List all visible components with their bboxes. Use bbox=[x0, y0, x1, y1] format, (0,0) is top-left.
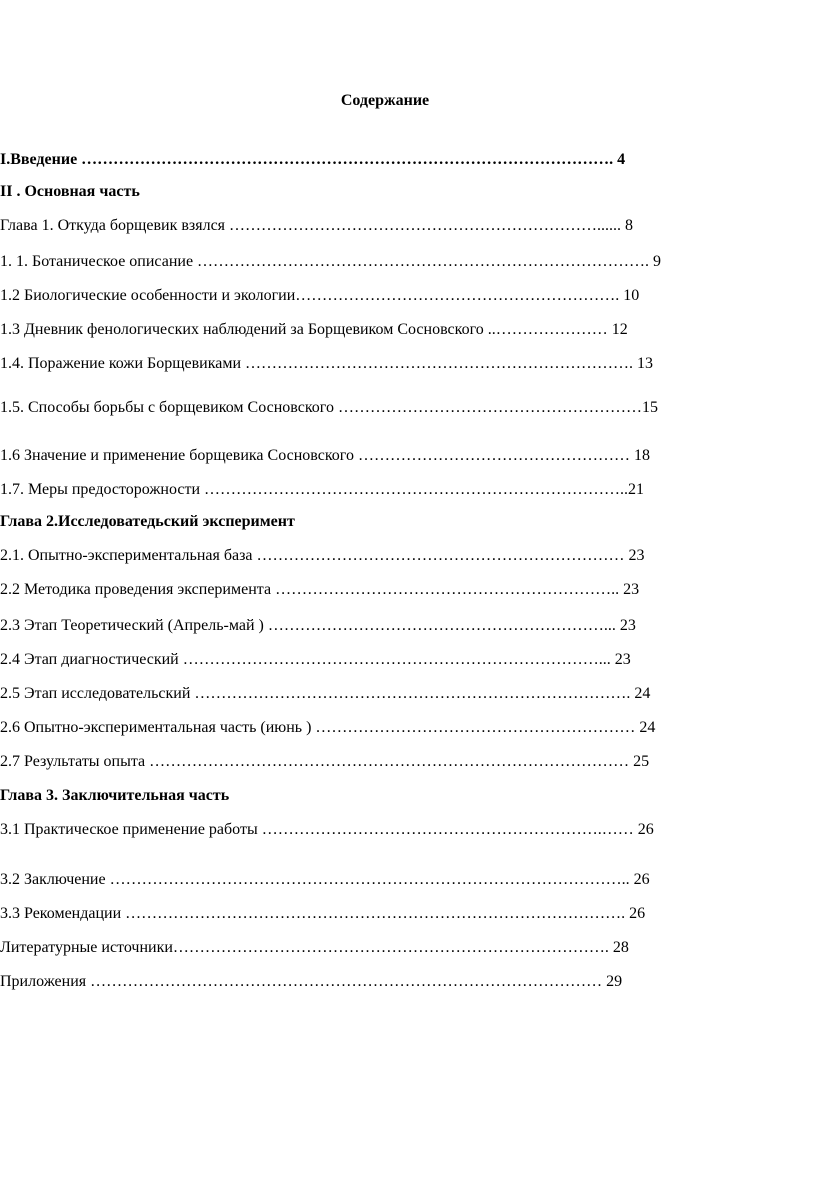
toc-line: 3.1 Практическое применение работы ……………………………………………………….…… 26 bbox=[0, 821, 654, 838]
toc-line-main-part: II . Основная часть bbox=[0, 183, 140, 200]
toc-line: 2.2 Методика проведения эксперимента ……………………………………………………….. 23 bbox=[0, 581, 640, 598]
toc-line: Глава 1. Откуда борщевик взялся ……………………………………………………………...... 8 bbox=[0, 217, 634, 234]
toc-line: 3.2 Заключение …………………………………………………………………………………….. 26 bbox=[0, 871, 650, 888]
toc-line: 1.7. Меры предосторожности ……………………………………………………………………..21 bbox=[0, 481, 645, 498]
toc-line: 1.3 Дневник фенологических наблюдений за Борщевиком Сосновского ..………………… 12 bbox=[0, 321, 628, 338]
toc-line: 3.3 Рекомендации …………………………………………………………………………………. 26 bbox=[0, 905, 646, 922]
toc-line: 2.5 Этап исследовательский ………………………………………………………………………. 24 bbox=[0, 685, 651, 702]
toc-line: 2.7 Результаты опыта ……………………………………………………………………………… 25 bbox=[0, 753, 650, 770]
toc-line-chapter-2: Глава 2.Исследоватедьский эксперимент bbox=[0, 513, 295, 530]
page-title: Содержание bbox=[340, 92, 430, 109]
toc-line: 1.5. Способы борьбы с борщевиком Сосновского …………………………………………………15 bbox=[0, 399, 658, 416]
toc-line-chapter-3: Глава 3. Заключительная часть bbox=[0, 787, 230, 804]
toc-line: 2.6 Опытно-экспериментальная часть (июнь ) …………………………………………………… 24 bbox=[0, 719, 656, 736]
toc-line: 2.3 Этап Теоретический (Апрель-май ) ………………………………………………………... 23 bbox=[0, 617, 636, 634]
toc-line: 1.6 Значение и применение борщевика Сосновского …………………………………………… 18 bbox=[0, 447, 650, 464]
toc-line: 2.1. Опытно-экспериментальная база …………………………………………………………… 23 bbox=[0, 547, 645, 564]
toc-line: 1.2 Биологические особенности и экологии……………………………………………………. 10 bbox=[0, 287, 640, 304]
toc-line: 1.4. Поражение кожи Борщевиками ………………………………………………………………. 13 bbox=[0, 355, 654, 372]
toc-line: 2.4 Этап диагностический ……………………………………………………………………... 23 bbox=[0, 651, 631, 668]
toc-line: Литературные источники………………………………………………………………………. 28 bbox=[0, 939, 629, 956]
toc-line-intro: I.Введение ………………………………………………………………………………………. 4 bbox=[0, 151, 626, 168]
toc-line: 1. 1. Ботаническое описание …………………………………………………………………………. 9 bbox=[0, 253, 662, 270]
toc-line: Приложения …………………………………………………………………………………… 29 bbox=[0, 973, 623, 990]
